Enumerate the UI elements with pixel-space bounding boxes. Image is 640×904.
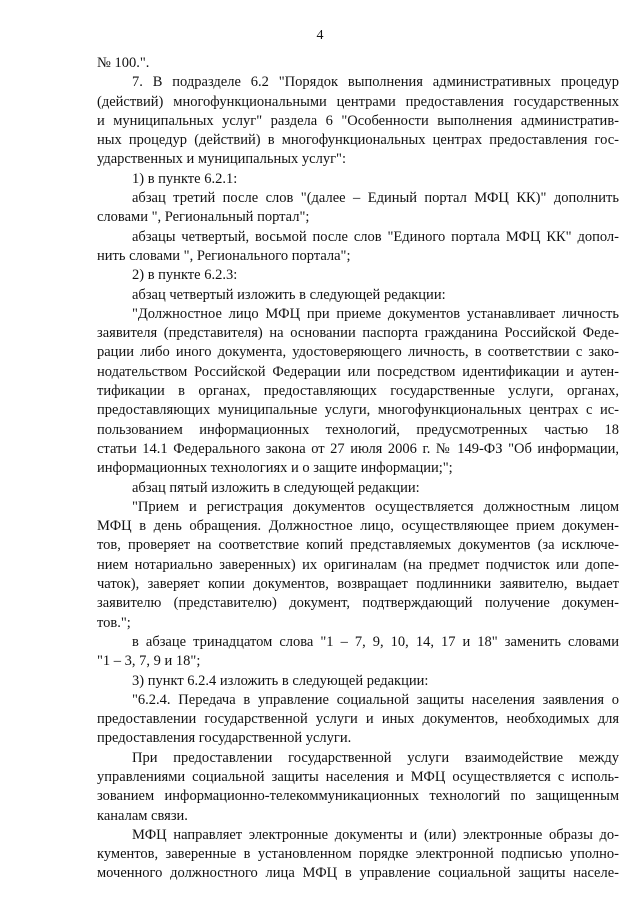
text-line: № 100.".	[97, 55, 150, 71]
text-line: МФЦ направляет электронные документы и (или) электронные образы до-	[132, 826, 619, 843]
text-line: МФЦ в день обращения. Должностное лицо, осуществляющее прием докумен-	[97, 518, 619, 535]
text-line: абзац третий после слов "(далее – Единый портал МФЦ КК)" дополнить	[132, 190, 619, 207]
text-line: в абзаце тринадцатом слова "1 – 7, 9, 10, 14, 17 и 18" заменить словами	[132, 633, 619, 650]
text-line: 2) в пункте 6.2.3:	[132, 267, 238, 284]
text-line: При предоставлении государственной услуги взаимодействие между	[132, 749, 619, 766]
text-line: кументов, заверенные в установленном порядке электронной подписью уполно-	[97, 846, 619, 863]
text-line: и муниципальных услуг" раздела 6 "Особенности выполнения административ-	[97, 112, 619, 129]
text-line: (действий) многофункциональными центрами предоставления государственных	[97, 93, 619, 110]
text-line: "Прием и регистрация документов осуществляется должностным лицом	[132, 498, 619, 515]
text-line: нием нотариально заверенных) их оригиналам (на предмет подчисток или допе-	[97, 556, 619, 573]
text-line: 7. В подразделе 6.2 "Порядок выполнения административных процедур	[132, 74, 619, 91]
text-line: 3) пункт 6.2.4 изложить в следующей редакции:	[132, 672, 429, 689]
text-line: абзац четвертый изложить в следующей редакции:	[132, 286, 446, 303]
text-line: словами ", Региональный портал";	[97, 209, 310, 226]
page-number: 4	[316, 28, 324, 43]
text-line: заявителя (представителя) на основании паспорта гражданина Российской Феде-	[97, 325, 619, 342]
text-line: ударственных и муниципальных услуг":	[97, 151, 346, 168]
text-line: 1) в пункте 6.2.1:	[132, 170, 238, 187]
text-line: ных процедур (действий) в многофункциональных центрах предоставления гос-	[97, 132, 619, 149]
text-line: зованием информационно-телекоммуникационных технологий по защищенным	[97, 788, 619, 805]
text-line: тов, проверяет на соответствие копий представляемых документов (за исключе-	[97, 537, 619, 554]
text-line: "6.2.4. Передача в управление социальной защиты населения заявления о	[132, 691, 619, 708]
text-line: предоставляющих муниципальные услуги, многофункциональных центрах с ис-	[97, 402, 619, 419]
text-line: информационных технологиях и о защите информации;";	[97, 460, 453, 477]
text-line: абзац пятый изложить в следующей редакции:	[132, 479, 420, 496]
text-line: нить словами ", Регионального портала";	[97, 247, 351, 264]
document-body	[97, 54, 619, 884]
text-line: статьи 14.1 Федерального закона от 27 июля 2006 г. № 149-ФЗ "Об информации,	[97, 440, 619, 457]
text-line: моченного должностного лица МФЦ в управление социальной защиты населе-	[97, 865, 619, 882]
text-line: рации либо иного документа, удостоверяющего личность, в соответствии с зако-	[97, 344, 619, 361]
text-line: чаток), заверяет копии документов, возвращает подлинники заявителю, выдает	[97, 576, 619, 593]
text-line: нодательством Российской Федерации или посредством идентификации и аутен-	[97, 363, 619, 380]
text-line: управлениями социальной защиты населения и МФЦ осуществляется с исполь-	[97, 768, 619, 785]
text-line: заявителю (представителю) документ, подтверждающий получение докумен-	[97, 595, 619, 612]
text-line: тификации в органах, предоставляющих государственные услуги, органах,	[97, 383, 619, 400]
text-line: предоставлении государственной услуги и иных документов, необходимых для	[97, 711, 619, 728]
text-line: абзацы четвертый, восьмой после слов "Единого портала МФЦ КК" допол-	[132, 228, 619, 245]
text-line: пользованием информационных технологий, предусмотренных частью 18	[97, 421, 619, 438]
text-line: "Должностное лицо МФЦ при приеме документов устанавливает личность	[132, 305, 619, 322]
text-line: "1 – 3, 7, 9 и 18";	[97, 653, 201, 670]
text-line: предоставления государственной услуги.	[97, 730, 352, 747]
text-line: тов.";	[97, 614, 131, 631]
text-line: каналам связи.	[97, 807, 188, 824]
